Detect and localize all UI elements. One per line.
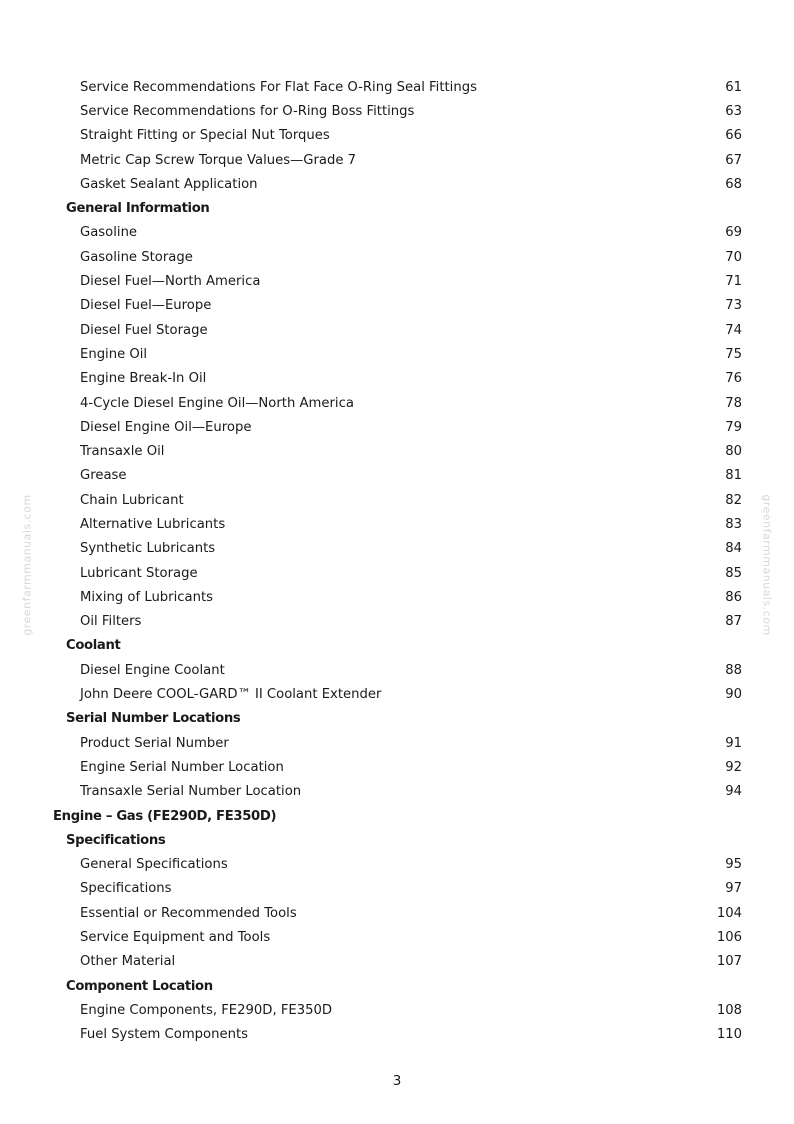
toc-entry[interactable] xyxy=(0,780,794,804)
toc-entry-page: 69 xyxy=(725,225,742,241)
toc-entry-label: Serial Number Locations xyxy=(66,711,241,727)
watermark-right: greenfarmmanuals.com xyxy=(760,494,774,636)
toc-entry-page: 73 xyxy=(725,298,742,314)
toc-entry[interactable] xyxy=(0,682,794,706)
toc-entry[interactable] xyxy=(0,488,794,512)
toc-entry-label: Transaxle Oil xyxy=(80,444,165,460)
toc-entry-label: General Specifications xyxy=(80,857,228,873)
toc-entry-page: 108 xyxy=(716,1002,742,1018)
toc-entry-label: Gasoline Storage xyxy=(80,249,193,265)
toc-entry[interactable] xyxy=(0,658,794,682)
toc-entry[interactable] xyxy=(0,342,794,366)
toc-entry[interactable] xyxy=(0,561,794,585)
toc-entry[interactable] xyxy=(0,391,794,415)
toc-entry-label: 4-Cycle Diesel Engine Oil—North America xyxy=(80,395,354,411)
toc-entry[interactable] xyxy=(0,755,794,779)
toc-entry[interactable] xyxy=(0,294,794,318)
toc-entry-page: 76 xyxy=(725,371,742,387)
toc-entry-label: Diesel Engine Coolant xyxy=(80,662,225,678)
toc-entry-page: 71 xyxy=(725,274,742,290)
toc-entry[interactable] xyxy=(0,415,794,439)
toc-section-heading[interactable] xyxy=(0,707,794,731)
toc-entry-page: 61 xyxy=(725,79,742,95)
toc-entry[interactable] xyxy=(0,75,794,99)
toc-entry[interactable] xyxy=(0,512,794,536)
toc-entry-label: General Information xyxy=(66,201,210,217)
toc-entry-page: 104 xyxy=(716,905,742,921)
toc-entry-label: Lubricant Storage xyxy=(80,565,198,581)
toc-entry-page: 82 xyxy=(725,492,742,508)
toc-entry[interactable] xyxy=(0,269,794,293)
toc-entry[interactable] xyxy=(0,124,794,148)
toc-entry-label: Metric Cap Screw Torque Values—Grade 7 xyxy=(80,152,357,168)
toc-entry-label: Coolant xyxy=(66,638,121,654)
toc-entry-page: 83 xyxy=(725,516,742,532)
toc-entry-page: 68 xyxy=(725,176,742,192)
toc-entry-label: Grease xyxy=(80,468,127,484)
toc-entry[interactable] xyxy=(0,464,794,488)
toc-entry-page: 66 xyxy=(725,128,742,144)
toc-entry-label: Diesel Engine Oil—Europe xyxy=(80,419,252,435)
toc-entry-page: 91 xyxy=(725,735,742,751)
toc-entry[interactable] xyxy=(0,537,794,561)
toc-entry-label: Gasket Sealant Application xyxy=(80,176,258,192)
toc-entry-page: 106 xyxy=(716,930,742,946)
toc-entry-page: 74 xyxy=(725,322,742,338)
toc-entry-label: Straight Fitting or Special Nut Torques xyxy=(80,128,330,144)
toc-entry-label: Oil Filters xyxy=(80,614,142,630)
table-of-contents xyxy=(0,75,794,1047)
toc-entry-page: 95 xyxy=(725,857,742,873)
toc-section-heading[interactable] xyxy=(0,804,794,828)
toc-entry-label: Synthetic Lubricants xyxy=(80,541,216,557)
toc-entry-page: 92 xyxy=(725,759,742,775)
toc-entry-page: 88 xyxy=(725,662,742,678)
toc-entry[interactable] xyxy=(0,99,794,123)
toc-entry-page: 107 xyxy=(716,954,742,970)
toc-entry-label: Chain Lubricant xyxy=(80,492,184,508)
toc-entry[interactable] xyxy=(0,925,794,949)
toc-entry-page: 90 xyxy=(725,687,742,703)
toc-entry-page: 94 xyxy=(725,784,742,800)
toc-section-heading[interactable] xyxy=(0,634,794,658)
toc-entry[interactable] xyxy=(0,950,794,974)
toc-entry-page: 80 xyxy=(725,444,742,460)
toc-entry[interactable] xyxy=(0,610,794,634)
toc-entry-label: Transaxle Serial Number Location xyxy=(80,784,302,800)
toc-section-heading[interactable] xyxy=(0,974,794,998)
toc-entry-label: Engine – Gas (FE290D, FE350D) xyxy=(53,808,277,824)
toc-entry[interactable] xyxy=(0,585,794,609)
toc-entry-label: Service Recommendations for O-Ring Boss Fittings xyxy=(80,103,415,119)
toc-entry[interactable] xyxy=(0,877,794,901)
toc-entry-page: 81 xyxy=(725,468,742,484)
toc-entry[interactable] xyxy=(0,148,794,172)
toc-entry-page: 75 xyxy=(725,346,742,362)
toc-entry-label: Diesel Fuel Storage xyxy=(80,322,208,338)
toc-section-heading[interactable] xyxy=(0,196,794,220)
toc-entry-label: Fuel System Components xyxy=(80,1027,248,1043)
toc-entry-label: Gasoline xyxy=(80,225,138,241)
toc-entry-label: Component Location xyxy=(66,978,213,994)
toc-entry-label: Specifications xyxy=(80,881,172,897)
toc-entry[interactable] xyxy=(0,853,794,877)
toc-entry-label: Engine Serial Number Location xyxy=(80,759,284,775)
toc-entry-page: 87 xyxy=(725,614,742,630)
toc-entry-label: Engine Break-In Oil xyxy=(80,371,207,387)
toc-entry-page: 70 xyxy=(725,249,742,265)
toc-entry-page: 79 xyxy=(725,419,742,435)
toc-entry-page: 84 xyxy=(725,541,742,557)
toc-entry-label: Product Serial Number xyxy=(80,735,229,751)
toc-entry-label: Mixing of Lubricants xyxy=(80,589,213,605)
toc-entry-label: John Deere COOL-GARD™ II Coolant Extender xyxy=(80,687,382,703)
toc-entry[interactable] xyxy=(0,439,794,463)
toc-entry-label: Engine Oil xyxy=(80,346,148,362)
toc-entry[interactable] xyxy=(0,1023,794,1047)
toc-entry[interactable] xyxy=(0,172,794,196)
toc-entry-page: 86 xyxy=(725,589,742,605)
toc-entry-page: 67 xyxy=(725,152,742,168)
toc-entry-page: 85 xyxy=(725,565,742,581)
toc-entry-page: 97 xyxy=(725,881,742,897)
toc-entry-label: Diesel Fuel—Europe xyxy=(80,298,212,314)
toc-entry[interactable] xyxy=(0,245,794,269)
toc-entry[interactable] xyxy=(0,367,794,391)
toc-entry-label: Diesel Fuel—North America xyxy=(80,274,261,290)
toc-entry-label: Specifications xyxy=(66,832,166,848)
toc-entry-label: Engine Components, FE290D, FE350D xyxy=(80,1002,333,1018)
toc-section-heading[interactable] xyxy=(0,828,794,852)
toc-entry-label: Essential or Recommended Tools xyxy=(80,905,297,921)
toc-entry[interactable] xyxy=(0,998,794,1022)
toc-entry[interactable] xyxy=(0,731,794,755)
toc-entry-label: Service Recommendations For Flat Face O-Ring Seal Fittings xyxy=(80,79,477,95)
toc-entry-label: Alternative Lubricants xyxy=(80,516,226,532)
toc-entry-label: Other Material xyxy=(80,954,176,970)
page-number: 3 xyxy=(392,1073,402,1089)
toc-entry[interactable] xyxy=(0,318,794,342)
toc-entry-page: 78 xyxy=(725,395,742,411)
toc-entry-label: Service Equipment and Tools xyxy=(80,930,271,946)
toc-entry[interactable] xyxy=(0,221,794,245)
toc-entry-page: 63 xyxy=(725,103,742,119)
watermark-left: greenfarmmanuals.com xyxy=(20,494,34,636)
toc-entry[interactable] xyxy=(0,901,794,925)
toc-entry-page: 110 xyxy=(716,1027,742,1043)
